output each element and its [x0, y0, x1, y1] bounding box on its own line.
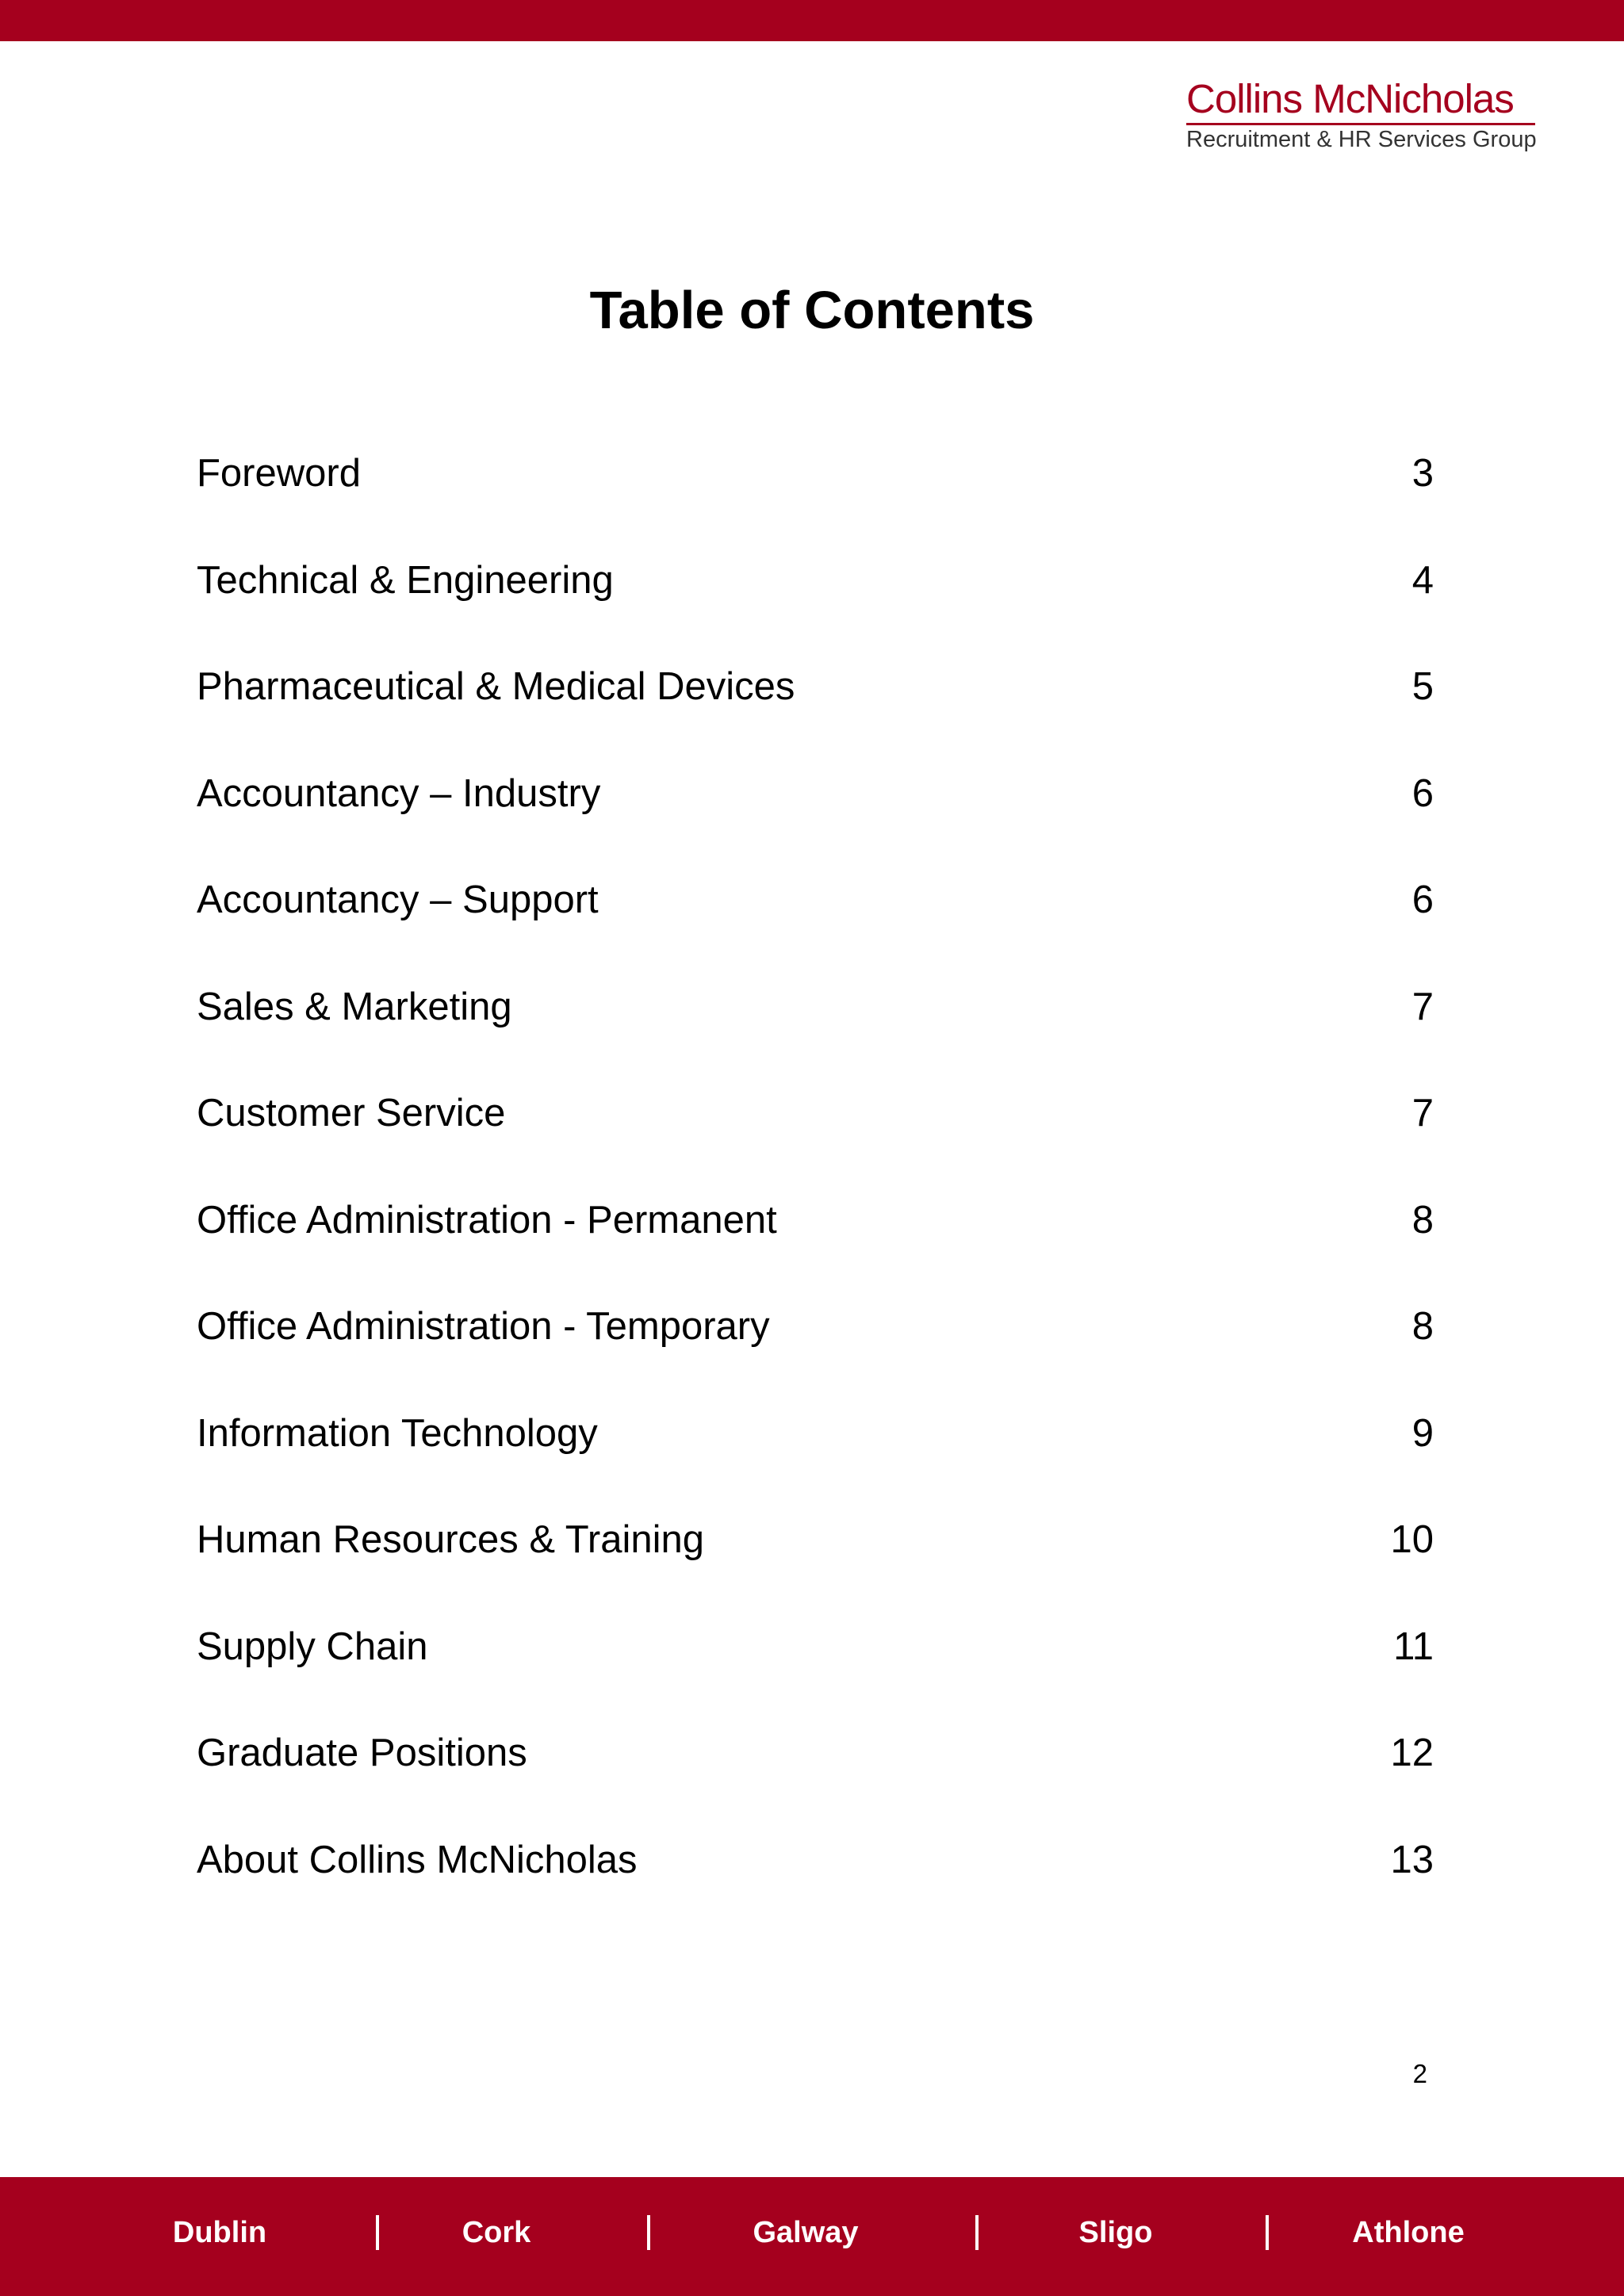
toc-entry — [197, 420, 1434, 527]
table-of-contents — [197, 420, 1434, 1913]
logo-name: Collins McNicholas — [1186, 76, 1514, 121]
toc-entry-page: 5 — [1411, 665, 1434, 709]
toc-entry-label: Accountancy – Support — [197, 878, 599, 922]
toc-entry-label: Graduate Positions — [197, 1732, 527, 1775]
footer-location-athlone: Athlone — [1352, 2216, 1465, 2249]
footer-divider — [975, 2215, 979, 2250]
toc-entry — [197, 527, 1434, 634]
toc-entry-label: Office Administration - Temporary — [197, 1305, 770, 1349]
toc-entry-page: 7 — [1411, 1092, 1434, 1135]
footer-location-cork: Cork — [462, 2216, 531, 2249]
toc-entry — [197, 847, 1434, 954]
company-logo — [1186, 76, 1535, 154]
toc-entry-label: Sales & Marketing — [197, 985, 512, 1028]
toc-entry-label: Pharmaceutical & Medical Devices — [197, 665, 795, 709]
toc-entry — [197, 954, 1434, 1061]
toc-entry-page: 8 — [1411, 1305, 1434, 1349]
toc-entry-label: Accountancy – Industry — [197, 771, 601, 815]
toc-entry-page: 9 — [1411, 1411, 1434, 1455]
toc-entry-label: Foreword — [197, 452, 361, 496]
toc-entry — [197, 1167, 1434, 1274]
toc-entry — [197, 1700, 1434, 1807]
toc-entry-page: 11 — [1393, 1624, 1434, 1668]
toc-entry-page: 10 — [1390, 1518, 1434, 1562]
footer-divider — [647, 2215, 650, 2250]
footer-location-sligo: Sligo — [1078, 2216, 1153, 2249]
toc-entry-page: 12 — [1390, 1732, 1434, 1775]
toc-entry — [197, 1380, 1434, 1487]
toc-entry-label: Technical & Engineering — [197, 558, 614, 602]
toc-entry-page: 4 — [1411, 558, 1434, 602]
toc-entry-page: 13 — [1390, 1838, 1434, 1881]
top-brand-bar — [0, 0, 1624, 41]
toc-entry — [197, 1273, 1434, 1380]
toc-entry-label: Information Technology — [197, 1411, 598, 1455]
page-number: 2 — [1412, 2059, 1427, 2088]
toc-entry — [197, 1487, 1434, 1594]
footer-location-bar — [0, 2177, 1624, 2296]
footer-location-galway: Galway — [753, 2216, 859, 2249]
toc-entry-label: About Collins McNicholas — [197, 1838, 638, 1881]
toc-entry — [197, 1807, 1434, 1914]
toc-entry-label: Human Resources & Training — [197, 1518, 705, 1562]
toc-entry-label: Supply Chain — [197, 1624, 428, 1668]
toc-entry-page: 7 — [1411, 985, 1434, 1028]
footer-divider — [376, 2215, 379, 2250]
footer-divider — [1266, 2215, 1269, 2250]
page-title: Table of Contents — [589, 281, 1035, 340]
toc-entry — [197, 1060, 1434, 1167]
logo-tagline: Recruitment & HR Services Group — [1186, 127, 1537, 152]
toc-entry-label: Office Administration - Permanent — [197, 1198, 777, 1242]
footer-location-dublin: Dublin — [172, 2216, 267, 2249]
toc-entry-label: Customer Service — [197, 1092, 506, 1135]
toc-entry-page: 6 — [1411, 771, 1434, 815]
toc-entry — [197, 1594, 1434, 1701]
toc-entry — [197, 740, 1434, 848]
toc-entry-page: 3 — [1411, 452, 1434, 496]
toc-entry-page: 8 — [1411, 1198, 1434, 1242]
toc-entry-page: 6 — [1411, 878, 1434, 922]
toc-entry — [197, 633, 1434, 740]
